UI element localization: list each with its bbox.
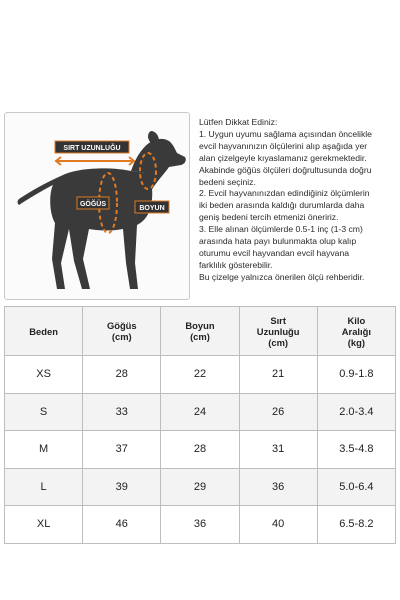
cell-back-length: 31: [239, 431, 317, 469]
table-row: [5, 393, 396, 431]
cell-weight: 5.0-6.4: [317, 468, 395, 506]
cell-back-length: 40: [239, 506, 317, 544]
cell-chest: 37: [83, 431, 161, 469]
header-boyun: [161, 307, 239, 356]
cell-size: XS: [5, 356, 83, 394]
header-line: Beden: [29, 325, 58, 337]
cell-chest: 33: [83, 393, 161, 431]
notes-line: 1. Uygun uyumu sağlama açısından öncelikle: [199, 128, 372, 139]
cell-chest: 46: [83, 506, 161, 544]
svg-text:GÖĞÜS: GÖĞÜS: [79, 201, 107, 208]
header-kilo-araligi: [317, 307, 395, 356]
dog-silhouette-illustration: [5, 113, 191, 301]
header-line: (cm): [111, 331, 132, 342]
notes-line: oturumu evcil hayvandan evcil hayvana: [199, 247, 350, 258]
cell-chest: 28: [83, 356, 161, 394]
header-line: (cm): [268, 336, 289, 348]
header-beden: [5, 307, 83, 356]
header-line: (cm): [190, 331, 210, 342]
cell-neck: 29: [161, 468, 239, 506]
svg-text:SIRT UZUNLUĞU: SIRT UZUNLUĞU: [63, 145, 121, 152]
cell-back-length: 21: [239, 356, 317, 394]
chest-label: [77, 197, 109, 209]
cell-neck: 28: [161, 431, 239, 469]
header-line: Kilo: [347, 314, 366, 326]
notes-line: arasında hata payı bulunmakta olup kalıp: [199, 236, 357, 247]
cell-back-length: 36: [239, 468, 317, 506]
cell-weight: 3.5-4.8: [317, 431, 395, 469]
care-notes: [199, 117, 393, 284]
notes-line: geniş bedeni tercih etmenizi öneririz.: [199, 212, 339, 223]
notes-line: farklılık gösterebilir.: [199, 259, 273, 270]
size-chart-table: [4, 306, 396, 544]
notes-line: 2. Evcil hayvanınızdan edindiğiniz ölçümlerin: [199, 188, 370, 199]
cell-weight: 6.5-8.2: [317, 506, 395, 544]
back-length-label: [55, 141, 129, 153]
cell-neck: 22: [161, 356, 239, 394]
notes-line: iki beden arasında kaldığı durumlarda daha: [199, 200, 365, 211]
dog-measurement-diagram: [4, 112, 190, 300]
table-row: [5, 506, 396, 544]
cell-size: L: [5, 468, 83, 506]
cell-weight: 0.9-1.8: [317, 356, 395, 394]
table-row: [5, 468, 396, 506]
cell-size: XL: [5, 506, 83, 544]
header-line: Aralığı: [341, 325, 371, 337]
notes-line: evcil hayvanınızın ölçülerini alıp aşağıda yer: [199, 140, 368, 151]
cell-chest: 39: [83, 468, 161, 506]
cell-back-length: 26: [239, 393, 317, 431]
neck-label: [135, 201, 169, 213]
header-line: Boyun: [185, 320, 215, 331]
header-line: Uzunluğu: [256, 325, 300, 337]
cell-neck: 36: [161, 506, 239, 544]
cell-neck: 24: [161, 393, 239, 431]
cell-weight: 2.0-3.4: [317, 393, 395, 431]
notes-line: 3. Elle alınan ölçümlerde 0.5-1 inç (1-3 cm): [199, 224, 363, 235]
table-row: [5, 431, 396, 469]
table-row: [5, 356, 396, 394]
header-line: Göğüs: [106, 320, 137, 331]
table-header-row: [5, 307, 396, 356]
header-gogus: [83, 307, 161, 356]
header-line: (kg): [347, 336, 365, 348]
notes-line: Lütfen Dikkat Ediniz:: [199, 117, 278, 127]
header-line: Sırt: [270, 314, 286, 326]
cell-size: M: [5, 431, 83, 469]
svg-text:BOYUN: BOYUN: [139, 205, 165, 212]
cell-size: S: [5, 393, 83, 431]
header-sirt-uzunlugu: [239, 307, 317, 356]
notes-line: bedeni seçiniz.: [199, 176, 256, 187]
notes-line: alan çizelgeyle kıyaslamanız gerekmektedir.: [199, 152, 367, 163]
notes-line: Akabinde göğüs ölçüleri doğrultusunda doğru: [199, 164, 372, 175]
notes-line: Bu çizelge yalnızca önerilen ölçü rehberidir.: [199, 271, 365, 282]
